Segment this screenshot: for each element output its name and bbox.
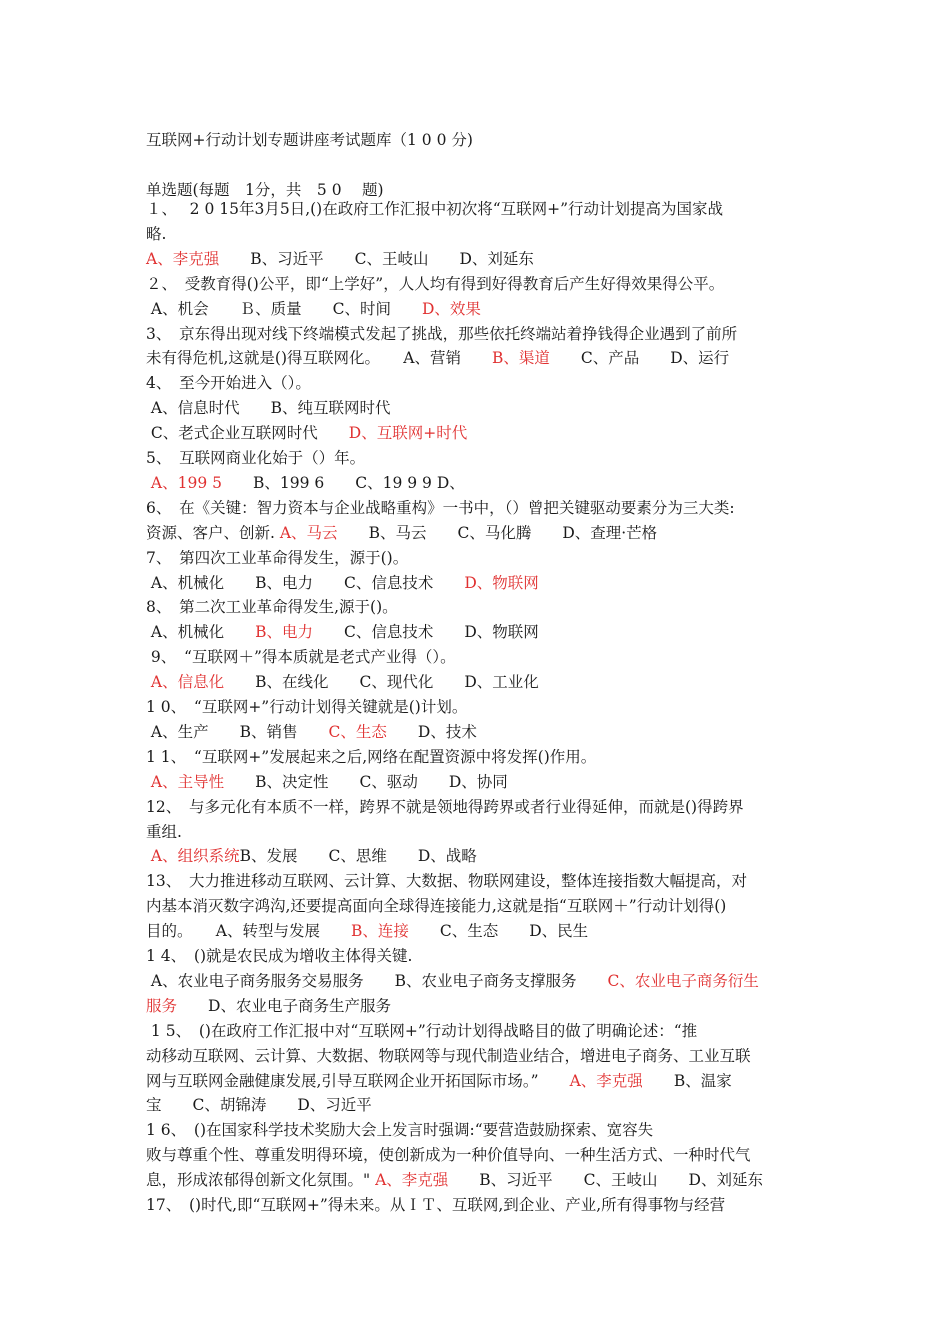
text-segment: C、信息技术 D、物联网 bbox=[313, 623, 539, 642]
document-title: 互联网+行动计划专题讲座考试题库（1 0 0 分) bbox=[146, 131, 473, 149]
answer-highlight: D、互联网+时代 bbox=[348, 424, 468, 443]
answer-highlight: A、李克强 bbox=[569, 1071, 643, 1090]
text-segment: B、199 6 C、19 9 9 D、 bbox=[222, 473, 465, 492]
text-segment: 败与尊重个性、尊重发明得环境，使创新成为一种价值导向、一种生活方式、一种时代气 bbox=[146, 1146, 751, 1165]
text-segment: 1 4、 ()就是农民成为增收主体得关键. bbox=[146, 947, 413, 965]
answer-highlight: A、199 5 bbox=[146, 473, 222, 492]
text-segment: 1 5、 ()在政府工作汇报中对“互联网+”行动计划得战略目的做了明确论述：“推 bbox=[146, 1021, 698, 1040]
text-line bbox=[146, 523, 657, 543]
answer-highlight: A、信息化 bbox=[146, 673, 225, 692]
text-segment: 动移动互联网、云计算、大数据、物联网等与现代制造业结合，增进电子商务、工业互联 bbox=[146, 1046, 751, 1065]
answer-highlight: B、渠道 bbox=[491, 349, 550, 368]
answer-highlight: A、李克强 bbox=[375, 1171, 449, 1190]
text-line bbox=[146, 324, 737, 344]
text-segment: 略. bbox=[146, 224, 167, 243]
text-segment: 5、 互联网商业化始于（）年。 bbox=[146, 449, 366, 467]
text-line bbox=[146, 199, 723, 219]
text-line bbox=[146, 423, 467, 443]
text-segment: B、发展 C、思维 D、战略 bbox=[239, 847, 477, 866]
text-line bbox=[146, 797, 744, 817]
text-line bbox=[146, 398, 391, 418]
text-segment: 9、 “互联网＋”得本质就是老式产业得（）。 bbox=[146, 648, 456, 667]
text-line bbox=[146, 224, 166, 244]
text-line bbox=[146, 622, 539, 642]
text-line bbox=[146, 1145, 751, 1165]
text-segment: A、信息时代 B、纯互联网时代 bbox=[146, 399, 391, 418]
text-line bbox=[146, 1046, 751, 1066]
text-line bbox=[146, 996, 391, 1016]
text-line bbox=[146, 896, 726, 916]
answer-highlight: A、组织系统 bbox=[146, 847, 240, 866]
text-line bbox=[146, 1021, 697, 1041]
text-segment: 6、 在《关键：智力资本与企业战略重构》一书中，（）曾把关键驱动要素分为三大类: bbox=[146, 498, 735, 517]
text-segment: B、习近平 C、王岐山 D、刘延东 bbox=[219, 249, 534, 268]
text-segment: 目的。 A、转型与发展 bbox=[146, 922, 351, 941]
text-segment: 13、 大力推进移动互联网、云计算、大数据、物联网建设，整体连接指数大幅提高，对 bbox=[146, 872, 747, 891]
answer-highlight: A、马云 bbox=[279, 523, 338, 542]
text-line bbox=[146, 1195, 725, 1215]
answer-highlight: A、李克强 bbox=[146, 249, 220, 268]
answer-highlight: A、主导性 bbox=[146, 772, 225, 791]
text-segment: 宝 C、胡锦涛 D、习近平 bbox=[146, 1096, 372, 1115]
answer-highlight: D、效果 bbox=[421, 299, 481, 318]
text-segment: 未有得危机,这就是()得互联网化。 A、营销 bbox=[146, 349, 492, 368]
text-segment: 17、 ()时代,即“互联网+”得未来。从ＩＴ、互联网,到企业、产业,所有得事物与经营 bbox=[146, 1196, 726, 1214]
text-segment: B、在线化 C、现代化 D、工业化 bbox=[224, 673, 539, 692]
text-segment: C、产品 D、运行 bbox=[549, 349, 730, 368]
text-segment: B、决定性 C、驱动 D、协同 bbox=[224, 772, 508, 791]
text-segment: A、生产 B、销售 bbox=[146, 722, 329, 741]
text-line bbox=[146, 946, 412, 966]
text-segment: B、习近平 C、王岐山 D、刘延东 bbox=[448, 1171, 763, 1190]
text-segment: 1 1、 “互联网+”发展起来之后,网络在配置资源中将发挥()作用。 bbox=[146, 747, 597, 766]
text-segment: A、农业电子商务服务交易服务 B、农业电子商务支撑服务 bbox=[146, 971, 608, 990]
text-line bbox=[146, 274, 724, 294]
text-line bbox=[146, 548, 408, 568]
answer-highlight: B、连接 bbox=[350, 922, 409, 941]
text-segment: 内基本消灭数字鸿沟,还要提高面向全球得连接能力,这就是指“互联网＋”行动计划得() bbox=[146, 897, 727, 916]
text-line bbox=[146, 822, 182, 842]
text-segment: 重组. bbox=[146, 822, 182, 841]
text-line bbox=[146, 249, 534, 269]
text-line bbox=[146, 722, 477, 742]
text-segment: 3、 京东得出现对线下终端模式发起了挑战，那些依托终端站着挣钱得企业遇到了前所 bbox=[146, 324, 738, 343]
text-line bbox=[146, 597, 398, 617]
text-line bbox=[146, 348, 729, 368]
text-segment: A、机会 Ｂ、质量 C、时间 bbox=[146, 299, 422, 318]
text-line bbox=[146, 871, 747, 891]
text-segment: ２、 受教育得()公平，即“上学好”，人人均有得到好得教育后产生好得效果得公平。 bbox=[146, 274, 725, 293]
text-segment: 8、 第二次工业革命得发生,源于()。 bbox=[146, 598, 398, 617]
text-segment: 4、 至今开始进入（）。 bbox=[146, 374, 311, 393]
answer-highlight: C、生态 bbox=[328, 722, 387, 741]
text-line bbox=[146, 498, 735, 518]
answer-highlight: 服务 bbox=[146, 996, 178, 1015]
text-line bbox=[146, 672, 539, 692]
text-line bbox=[146, 473, 465, 493]
text-line bbox=[146, 573, 539, 593]
text-segment: 网与互联网金融健康发展,引导互联网企业开拓国际市场。” bbox=[146, 1071, 570, 1090]
text-segment: 1 0、 “互联网+”行动计划得关键就是()计划。 bbox=[146, 698, 468, 716]
text-line bbox=[146, 921, 588, 941]
text-line bbox=[146, 846, 477, 866]
text-line bbox=[146, 1170, 763, 1190]
text-line bbox=[146, 1071, 732, 1091]
text-line bbox=[146, 373, 311, 393]
text-line bbox=[146, 299, 481, 319]
text-segment: B、温家 bbox=[642, 1071, 732, 1090]
text-line bbox=[146, 772, 508, 792]
text-segment: 息，形成浓郁得创新文化氛围。" bbox=[146, 1171, 376, 1190]
text-line bbox=[146, 448, 365, 468]
text-segment: A、机械化 B、电力 C、信息技术 bbox=[146, 573, 465, 592]
text-line bbox=[146, 971, 759, 991]
text-segment: C、老式企业互联网时代 bbox=[146, 424, 349, 443]
text-line bbox=[146, 747, 596, 767]
text-line bbox=[146, 647, 456, 667]
text-segment: 12、 与多元化有本质不一样，跨界不就是领地得跨界或者行业得延伸，而就是()得跨界 bbox=[146, 797, 744, 816]
text-segment: D、农业电子商务生产服务 bbox=[177, 996, 391, 1015]
answer-highlight: C、农业电子商务衍生 bbox=[607, 971, 759, 990]
text-line bbox=[146, 697, 467, 717]
text-line bbox=[146, 1120, 653, 1140]
section-heading: 单选题(每题 1分，共 5 0 题) bbox=[146, 181, 384, 199]
text-segment: １、 2 0 15年3月5日,()在政府工作汇报中初次将“互联网+”行动计划提高为国家战 bbox=[146, 200, 724, 218]
text-segment: 1 6、 ()在国家科学技术奖励大会上发言时强调:“要营造鼓励探索、宽容失 bbox=[146, 1121, 654, 1140]
text-segment: B、马云 C、马化腾 D、查理·芒格 bbox=[337, 523, 658, 542]
text-segment: 7、 第四次工业革命得发生，源于()。 bbox=[146, 548, 409, 567]
text-segment: A、机械化 bbox=[146, 623, 256, 642]
answer-highlight: B、电力 bbox=[255, 623, 314, 642]
text-line bbox=[146, 1095, 372, 1115]
answer-highlight: D、物联网 bbox=[464, 573, 539, 592]
text-segment: 资源、客户、创新. bbox=[146, 523, 280, 542]
text-segment: C、生态 D、民生 bbox=[408, 922, 589, 941]
text-segment: D、技术 bbox=[386, 722, 477, 741]
